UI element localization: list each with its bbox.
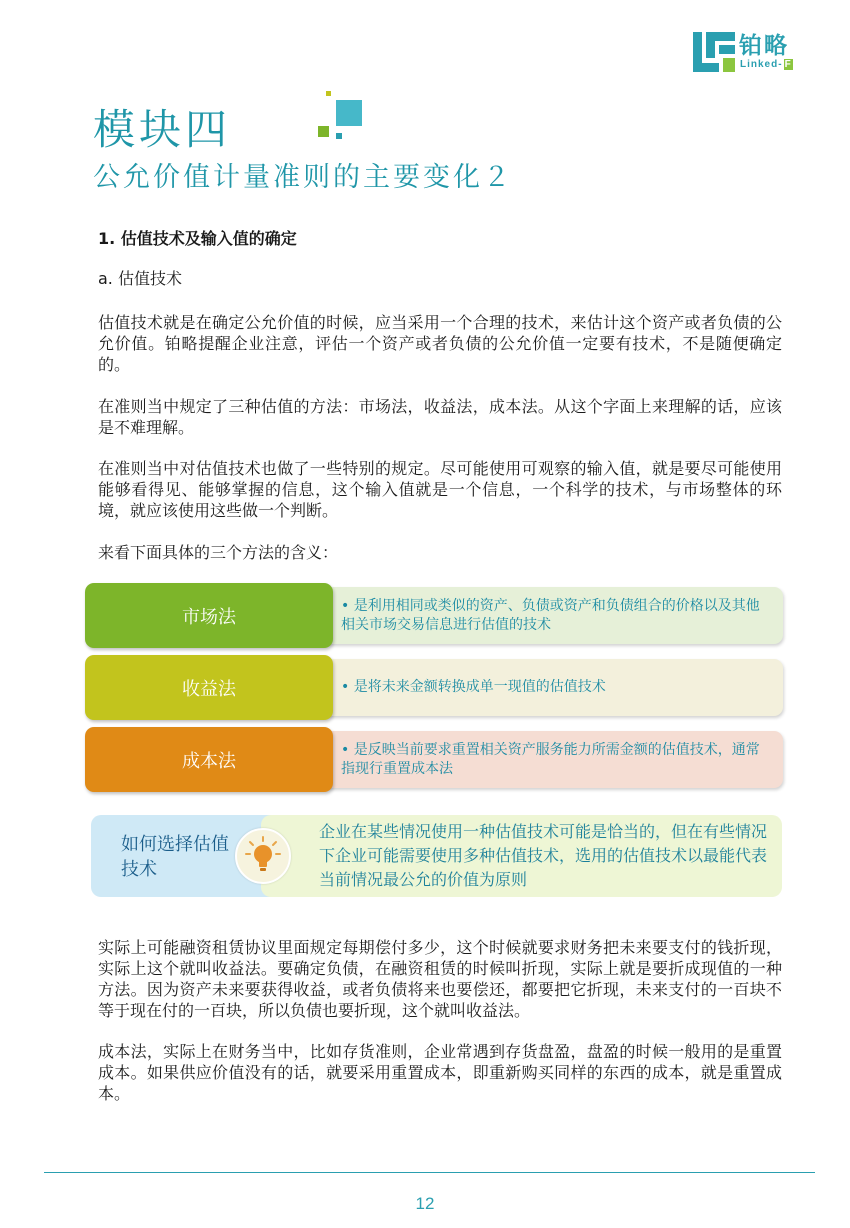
module-title: 模块四	[93, 105, 232, 154]
decorative-squares-icon	[316, 88, 364, 144]
brand-name-en-f: F	[784, 59, 792, 70]
method-description	[321, 731, 783, 788]
method-row-market	[85, 583, 783, 648]
brand-logo	[693, 32, 813, 74]
method-label: 收益法	[85, 655, 333, 720]
method-description-text: • 是反映当前要求重置相关资产服务能力所需金额的估值技术，通常指现行重置成本法	[341, 741, 760, 777]
paragraph-1: 估值技术就是在确定公允价值的时候，应当采用一个合理的技术，来估计这个资产或者负债的公允价值。铂略提醒企业注意，评估一个资产或者负债的公允价值一定要有技术，不是随便确定的。	[98, 313, 782, 374]
method-description	[321, 587, 783, 644]
method-row-cost	[85, 727, 783, 792]
footer-divider	[44, 1172, 815, 1173]
method-description	[321, 659, 783, 716]
paragraph-2: 在准则当中规定了三种估值的方法：市场法，收益法，成本法。从这个字面上来理解的话，应该是不难理解。	[98, 397, 782, 437]
section-heading: 1. 估值技术及输入值的确定	[98, 229, 297, 248]
lightbulb-badge	[235, 828, 291, 884]
paragraph-6: 成本法，实际上在财务当中，比如存货准则，企业常遇到存货盘盈，盘盈的时候一般用的是重置成本。如果供应价值没有的话，就要采用重置成本，即重新购买同样的东西的成本，就是重置成本。	[98, 1042, 782, 1103]
choose-technique-text-panel	[261, 815, 782, 897]
page-subtitle: 公允价值计量准则的主要变化２	[93, 162, 513, 193]
choose-technique-box	[91, 815, 782, 897]
method-description-text: • 是利用相同或类似的资产、负债或资产和负债组合的价格以及其他相关市场交易信息进行估值的技术	[341, 597, 760, 633]
paragraph-5: 实际上可能融资租赁协议里面规定每期偿付多少，这个时候就要求财务把未来要支付的钱折现，实际上这个就叫收益法。要确定负债，在融资租赁的时候叫折现，实际上就是要折成现值的一种方法。因为资产未来要获得收益，或者负债将来也要偿还，都要把它折现，未来支付的一百块不等于现在付的一百块，所以负债也要折现，这个就叫收益法。	[98, 938, 782, 1020]
page-number: 12	[415, 1194, 435, 1213]
choose-technique-text: 企业在某些情况使用一种估值技术可能是恰当的，但在有些情况下企业可能需要使用多种估值技术，选用的估值技术以最能代表当前情况最公允的价值为原则	[319, 822, 768, 889]
lightbulb-icon	[235, 828, 291, 884]
sub-heading: a. 估值技术	[98, 269, 182, 288]
choose-technique-title: 如何选择估值技术	[121, 834, 229, 880]
method-description-text: • 是将未来金额转换成单一现值的估值技术	[341, 679, 606, 695]
brand-logo-mark-icon	[693, 32, 735, 72]
brand-name-en	[740, 59, 793, 70]
paragraph-4: 来看下面具体的三个方法的含义：	[98, 543, 339, 562]
paragraph-3: 在准则当中对估值技术也做了一些特别的规定。尽可能使用可观察的输入值，就是要尽可能使用能够看得见、能够掌握的信息，这个输入值就是一个信息，一个科学的技术，与市场整体的环境，就应该使用这些做一个判断。	[98, 459, 782, 520]
method-label: 成本法	[85, 727, 333, 792]
method-label: 市场法	[85, 583, 333, 648]
brand-name-cn: 铂略	[739, 33, 789, 59]
method-row-income	[85, 655, 783, 720]
brand-name-en-text: Linked-	[740, 59, 783, 70]
